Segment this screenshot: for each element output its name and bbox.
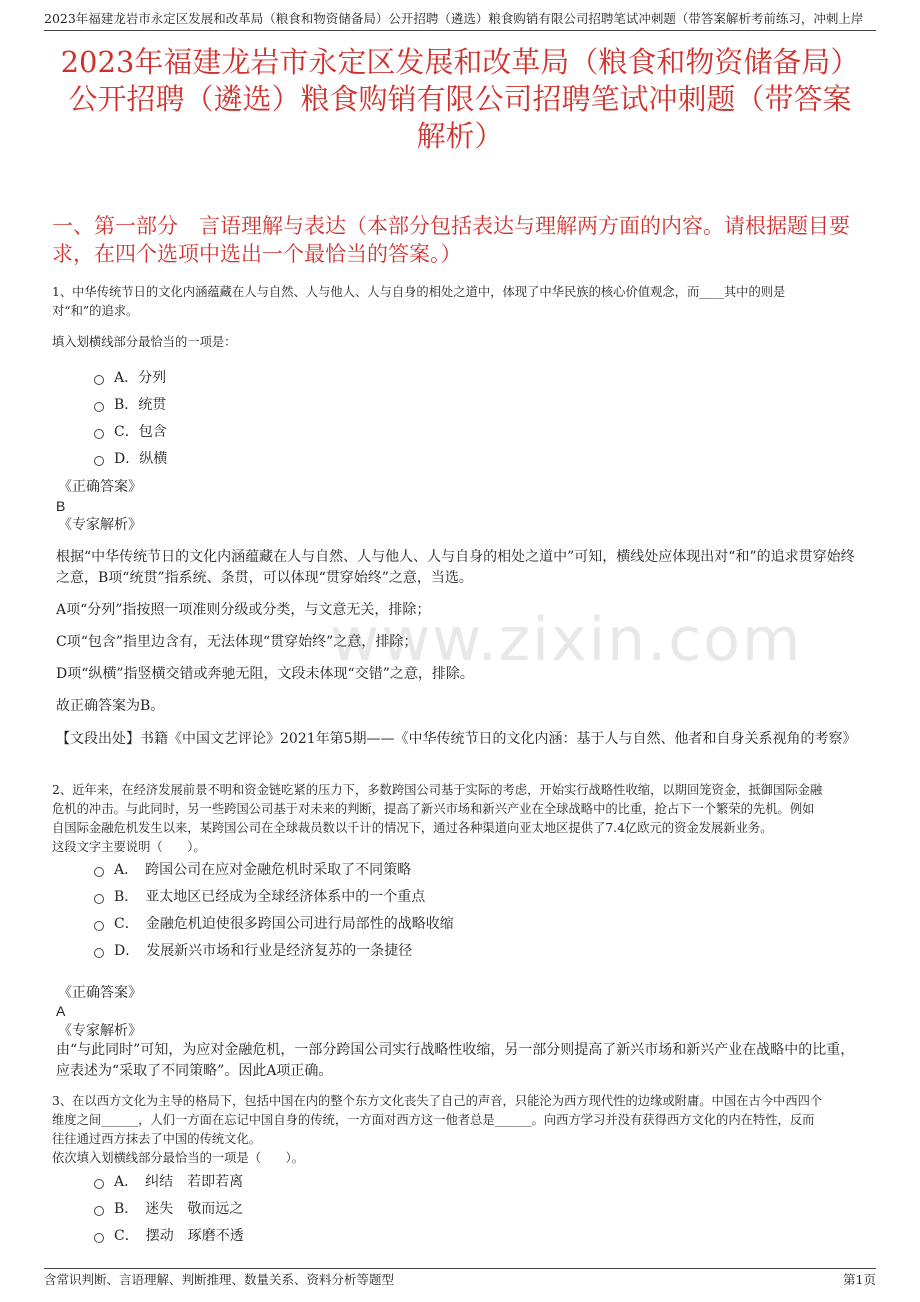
q1-source: 【文段出处】书籍《中国文艺评论》2021年第5期——《中华传统节日的文化内涵：基于人与自然、他者和自身关系视角的考察》 xyxy=(56,731,857,747)
q3-stem-line: 依次填入划横线部分最恰当的一项是（ ）。 xyxy=(52,1151,305,1165)
q2-option-c[interactable] xyxy=(94,914,454,934)
q2-analysis: 由“与此同时”可知，为应对金融危机，一部分跨国公司实行战略性收缩，另一部分则提高了新兴市场和新兴产业在战略中的比重，应表述为“采取了不同策略”。因此A项正确。 xyxy=(56,1042,855,1079)
option-label: B．统贯 xyxy=(114,397,167,413)
option-label: D． 发展新兴市场和行业是经济复苏的一条捷径 xyxy=(114,943,413,959)
q3-option-a[interactable] xyxy=(94,1172,243,1192)
option-label: B． 迷失 敬而远之 xyxy=(114,1201,244,1217)
q2-option-b[interactable] xyxy=(94,887,425,907)
section-heading: 一、第一部分 言语理解与表达（本部分包括表达与理解两方面的内容。请根据题目要求，在四个选项中选出一个最恰当的答案。） xyxy=(52,214,850,266)
q1-analysis-para-1: 根据“中华传统节日的文化内涵蕴藏在人与自然、人与他人、人与自身的相处之道中”可知，横线处应体现出对“和”的追求贯穿始终之意，B项“统贯”指系统、条贯，可以体现“贯穿始终”之意，当选。 xyxy=(56,549,855,586)
q1-stem-line-2: 对“和”的追求。 xyxy=(52,304,139,318)
q1-option-c[interactable] xyxy=(94,422,167,442)
option-label: B． 亚太地区已经成为全球经济体系中的一个重点 xyxy=(114,889,426,905)
q1-analysis-para-2: A项“分列”指按照一项准则分级或分类，与文意无关，排除； xyxy=(56,602,431,618)
radio-icon[interactable] xyxy=(94,948,104,958)
q2-answer: A xyxy=(56,1003,66,1019)
option-label: C． 金融危机迫使很多跨国公司进行局部性的战略收缩 xyxy=(114,916,454,932)
page-number: 第1页 xyxy=(843,1272,876,1287)
q2-answer-label: 《正确答案》 xyxy=(58,985,142,1001)
q2-stem-line: 自国际金融危机发生以来，某跨国公司在全球裁员数以千计的情况下，通过各种渠道向亚太地区提供了7.4亿欧元的资金发展新业务。 xyxy=(52,821,773,835)
q3-stem-line: 3、在以西方文化为主导的格局下，包括中国在内的整个东方文化丧失了自己的声音，只能沦为西方现代性的边缘或附庸。中国在古今中西四个 xyxy=(52,1094,823,1108)
q1-answer-label: 《正确答案》 xyxy=(58,479,142,495)
option-label: A． 跨国公司在应对金融危机时采取了不同策略 xyxy=(114,862,412,878)
q1-analysis-para-5: 故正确答案为B。 xyxy=(56,698,165,714)
option-label: A．分列 xyxy=(114,370,167,386)
radio-icon[interactable] xyxy=(94,456,104,466)
option-label: C．包含 xyxy=(114,424,167,440)
q3-option-b[interactable] xyxy=(94,1199,243,1219)
radio-icon[interactable] xyxy=(94,894,104,904)
q2-analysis-label: 《专家解析》 xyxy=(58,1023,142,1039)
option-label: C． 摆动 琢磨不透 xyxy=(114,1228,244,1244)
q1-option-b[interactable] xyxy=(94,395,166,415)
q2-stem-line: 危机的冲击。与此同时，另一些跨国公司基于对未来的判断，提高了新兴市场和新兴产业在全球战略中的比重，抢占下一个繁荣的先机。例如 xyxy=(52,802,815,816)
radio-icon[interactable] xyxy=(94,867,104,877)
radio-icon[interactable] xyxy=(94,1179,104,1189)
q1-analysis-para-4: D项“纵横”指竖横交错或奔驰无阻，文段未体现“交错”之意，排除。 xyxy=(56,666,474,682)
q2-stem-line: 这段文字主要说明（ ）。 xyxy=(52,840,206,854)
q1-answer: B xyxy=(56,498,66,514)
q1-option-a[interactable] xyxy=(94,368,166,388)
q1-stem-line-1: 1、中华传统节日的文化内涵蕴藏在人与自然、人与他人、人与自身的相处之道中，体现了中华民族的核心价值观念，而____其中的则是 xyxy=(52,285,786,299)
q1-prompt: 填入划横线部分最恰当的一项是： xyxy=(52,335,237,349)
q1-stem xyxy=(52,283,868,321)
q2-option-a[interactable] xyxy=(94,860,411,880)
q3-stem xyxy=(52,1092,868,1168)
radio-icon[interactable] xyxy=(94,402,104,412)
page-header: 2023年福建龙岩市永定区发展和改革局（粮食和物资储备局）公开招聘（遴选）粮食购销有限公司招聘笔试冲刺题（带答案解析考前练习，冲刺上岸 xyxy=(44,10,876,31)
radio-icon[interactable] xyxy=(94,1233,104,1243)
radio-icon[interactable] xyxy=(94,1206,104,1216)
radio-icon[interactable] xyxy=(94,921,104,931)
document-title xyxy=(40,44,880,155)
option-label: A． 纠结 若即若离 xyxy=(114,1174,244,1190)
q3-stem-line: 维度之间______，人们一方面在忘记中国自身的传统，一方面对西方这一他者总是______。向西方学习并没有获得西方文化的内在特性，反而 xyxy=(52,1113,815,1127)
q1-analysis-para-3: C项“包含”指里边含有，无法体现“贯穿始终”之意，排除； xyxy=(56,634,418,650)
radio-icon[interactable] xyxy=(94,429,104,439)
footer-topics: 含常识判断、言语理解、判断推理、数量关系、资料分析等题型 xyxy=(44,1272,395,1287)
q2-stem-line: 2、近年来，在经济发展前景不明和资金链吃紧的压力下，多数跨国公司基于实际的考虑，开始实行战略性收缩，以期回笼资金，抵御国际金融 xyxy=(52,783,823,797)
q2-option-d[interactable] xyxy=(94,941,412,961)
watermark: www.zixin.com xyxy=(330,605,803,675)
title-line-1: 2023年福建龙岩市永定区发展和改革局（粮食和物资储备局） xyxy=(60,45,860,79)
q2-stem xyxy=(52,781,868,857)
radio-icon[interactable] xyxy=(94,375,104,385)
option-label: D．纵横 xyxy=(114,451,168,467)
q1-analysis-label: 《专家解析》 xyxy=(58,517,142,533)
title-line-2: 公开招聘（遴选）粮食购销有限公司招聘笔试冲刺题（带答案 xyxy=(68,82,852,116)
q1-option-d[interactable] xyxy=(94,449,167,469)
q3-stem-line: 往往通过西方抹去了中国的传统文化。 xyxy=(52,1132,262,1146)
q3-option-c[interactable] xyxy=(94,1226,244,1246)
title-line-3: 解析） xyxy=(416,119,504,153)
page-footer xyxy=(44,1268,876,1293)
